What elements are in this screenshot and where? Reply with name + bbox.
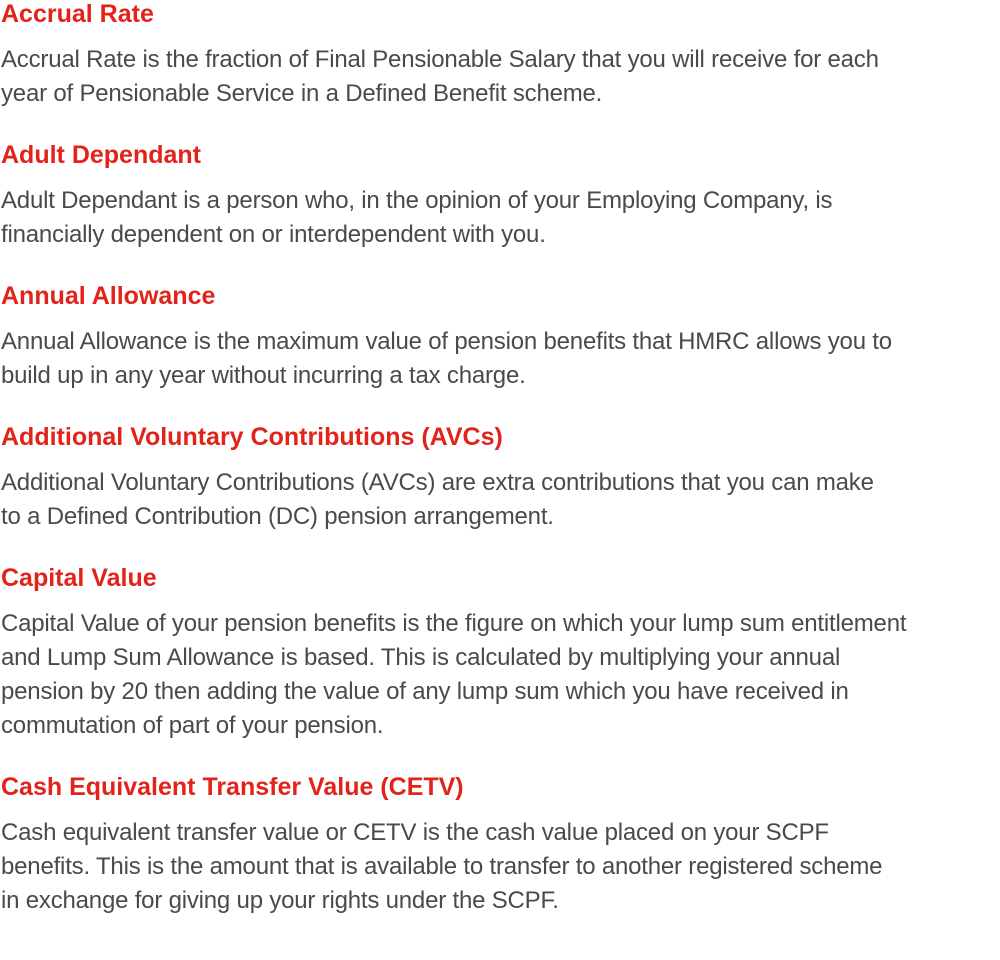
glossary-definition-line: Capital Value of your pension benefits is the figure on which your lump sum entitlement — [1, 610, 907, 637]
glossary-definition-line: Annual Allowance is the maximum value of pension benefits that HMRC allows you to — [1, 328, 892, 355]
glossary-entry — [1, 0, 1000, 111]
glossary-term: Annual Allowance — [1, 282, 216, 310]
glossary-definition-line: year of Pensionable Service in a Defined Benefit scheme. — [1, 80, 603, 107]
glossary-definition-line: financially dependent on or interdependent with you. — [1, 221, 546, 248]
glossary-definition-line: Cash equivalent transfer value or CETV is the cash value placed on your SCPF — [1, 819, 829, 846]
glossary-entry — [1, 770, 1000, 918]
glossary-definition-line: commutation of part of your pension. — [1, 712, 384, 739]
glossary-definition-line: build up in any year without incurring a tax charge. — [1, 362, 526, 389]
glossary-definition-line: Adult Dependant is a person who, in the opinion of your Employing Company, is — [1, 187, 833, 214]
glossary-definition-line: in exchange for giving up your rights under the SCPF. — [1, 887, 559, 914]
glossary-term: Cash Equivalent Transfer Value (CETV) — [1, 773, 464, 801]
glossary-definition-line: benefits. This is the amount that is available to transfer to another registered scheme — [1, 853, 883, 880]
glossary-definition-line: pension by 20 then adding the value of any lump sum which you have received in — [1, 678, 849, 705]
glossary-entry — [1, 561, 1000, 743]
glossary — [1, 0, 1000, 945]
glossary-term: Capital Value — [1, 564, 157, 592]
glossary-definition-line: to a Defined Contribution (DC) pension arrangement. — [1, 503, 554, 530]
glossary-term: Additional Voluntary Contributions (AVCs) — [1, 423, 503, 451]
glossary-term: Accrual Rate — [1, 0, 154, 28]
glossary-entry — [1, 420, 1000, 534]
glossary-definition-line: Additional Voluntary Contributions (AVCs) are extra contributions that you can make — [1, 469, 874, 496]
glossary-term: Adult Dependant — [1, 141, 201, 169]
glossary-definition-line: Accrual Rate is the fraction of Final Pensionable Salary that you will receive for each — [1, 46, 879, 73]
glossary-definition-line: and Lump Sum Allowance is based. This is calculated by multiplying your annual — [1, 644, 841, 671]
glossary-entry — [1, 138, 1000, 252]
glossary-entry — [1, 279, 1000, 393]
